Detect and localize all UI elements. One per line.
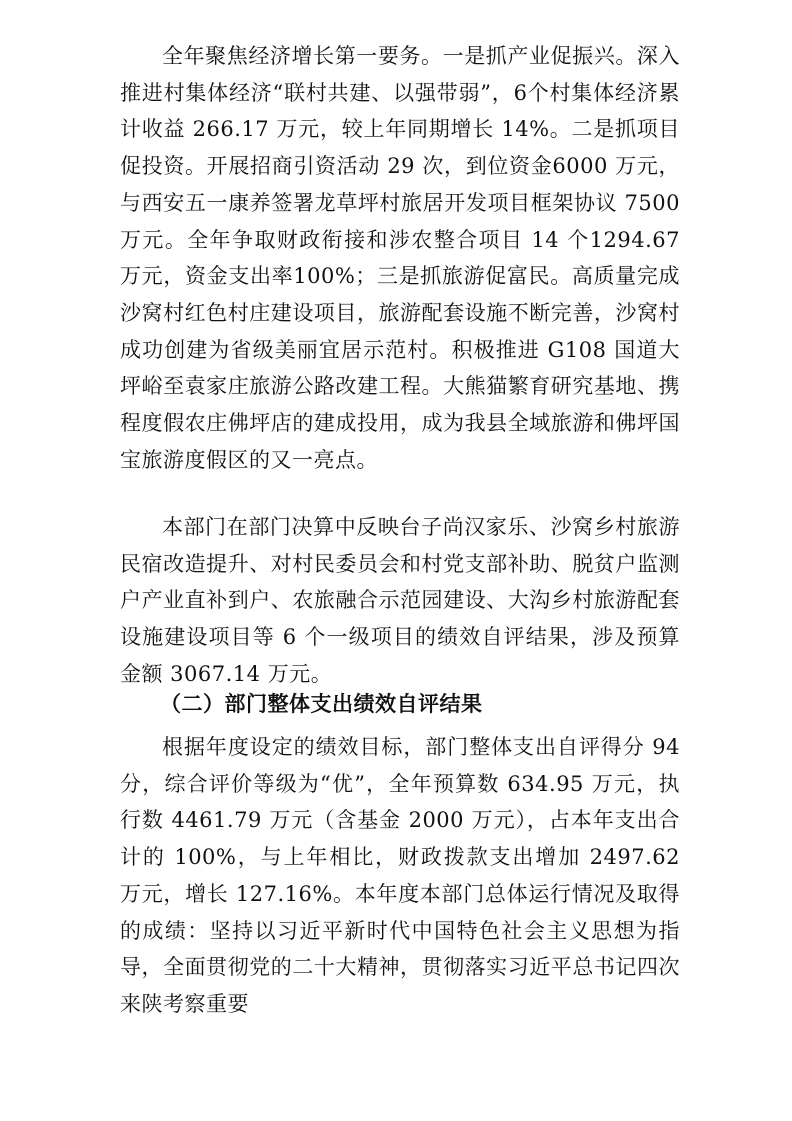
section-heading: （二）部门整体支出绩效自评结果 (160, 692, 483, 716)
paragraph-overall-expenditure: 根据年度设定的绩效目标，部门整体支出自评得分 94 分，综合评价等级为“优”，全年预算数 634.95 万元，执行数 4461.79 万元（含基金 2000 万元），占本年支出合计的 100%，与上年相比，财政拨款支出增加 2497.62 万元，增长 127.16%。本年度本部门总体运行情况及取得的成绩：坚持以习近平新时代中国特色社会主义思想为指导，全面贯彻党的二十大精神，贯彻落实习近平总书记四次来陕考察重要 (120, 735, 680, 1016)
paragraph-project-self-evaluation: 本部门在部门决算中反映台子尚汉家乐、沙窝乡村旅游民宿改造提升、对村民委员会和村党支部补助、脱贫户监测户产业直补到户、农旅融合示范园建设、大沟乡村旅游配套设施建设项目等 6 个一级项目的绩效自评结果，涉及预算金额 3067.14 万元。 (120, 515, 680, 686)
paragraph-economic-growth: 全年聚焦经济增长第一要务。一是抓产业促振兴。深入推进村集体经济“联村共建、以强带弱”，6个村集体经济累计收益 266.17 万元，较上年同期增长 14%。二是抓项目促投资。开展招商引资活动 29 次，到位资金6000 万元，与西安五一康养签署龙草坪村旅居开发项目框架协议 7500 万元。全年争取财政衔接和涉农整合项目 14 个1294.67万元，资金支出率100%；三是抓旅游促富民。高质量完成沙窝村红色村庄建设项目，旅游配套设施不断完善，沙窝村成功创建为省级美丽宜居示范村。积极推进 G108 国道大坪峪至袁家庄旅游公路改建工程。大熊猫繁育研究基地、携程度假农庄佛坪店的建成投用，成为我县全域旅游和佛坪国宝旅游度假区的又一亮点。 (120, 44, 680, 472)
